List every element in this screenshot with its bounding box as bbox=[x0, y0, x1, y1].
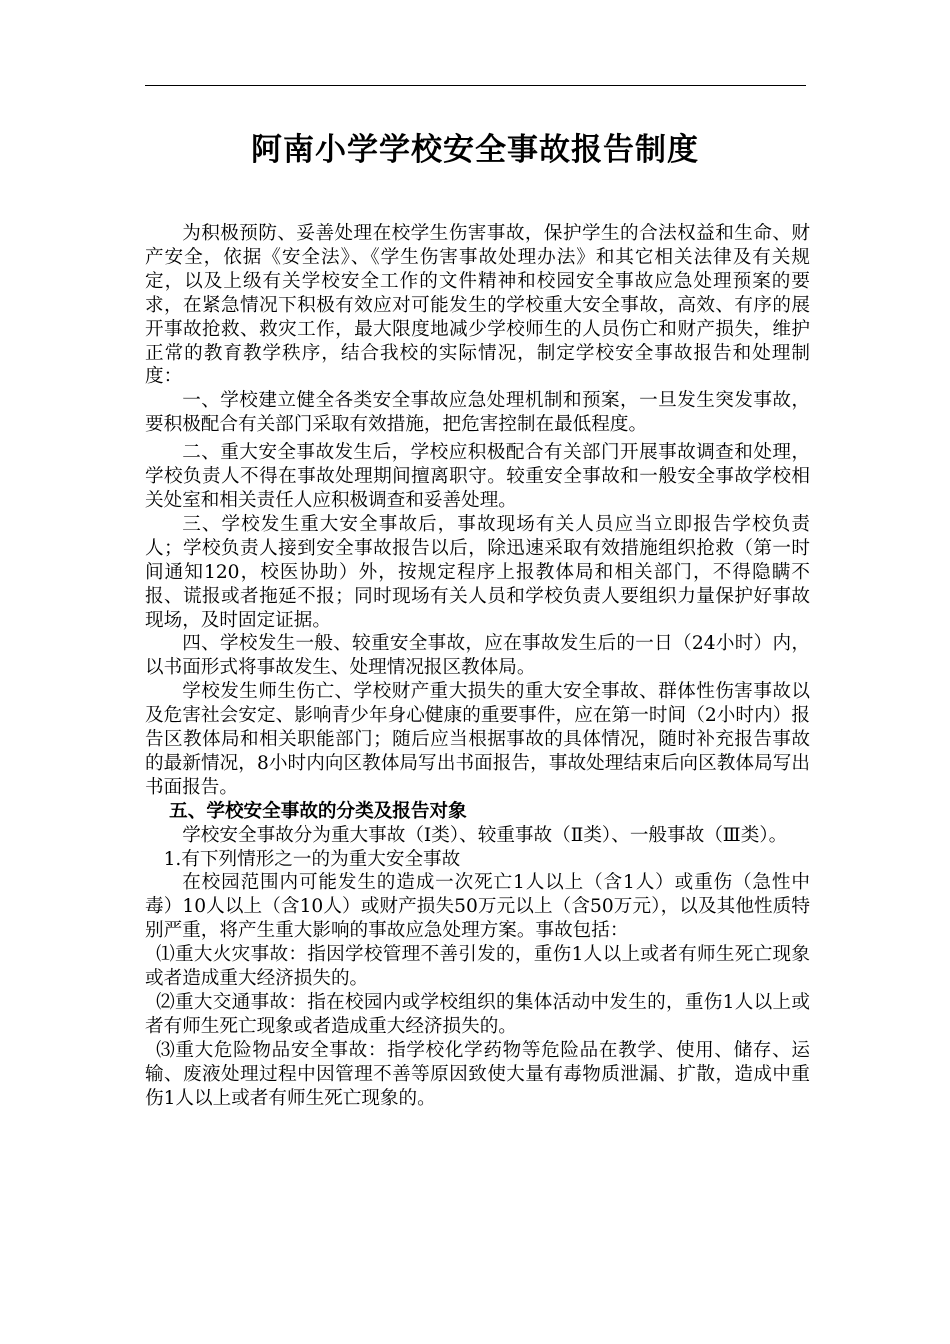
list-item-fire: ⑴重大火灾事故：指因学校管理不善引发的，重伤1人以上或者有师生死亡现象或者造成重大经济损失的。 bbox=[145, 944, 810, 990]
paragraph-item-2: 二、重大安全事故发生后，学校应积极配合有关部门开展事故调查和处理，学校负责人不得在事故处理期间擅离职守。较重安全事故和一般安全事故学校相关处室和相关责任人应积极调查和妥善处理。 bbox=[145, 442, 810, 511]
paragraph-item-4-detail: 学校发生师生伤亡、学校财产重大损失的重大安全事故、群体性伤害事故以及危害社会安定、影响青少年身心健康的重要事件，应在第一时间（2小时内）报告区教体局和相关职能部门；随后应当根据事故的具体情况，随时补充报告事故的最新情况，8小时内向区教体局写出书面报告，事故处理结束后向区教体局写出书面报告。 bbox=[145, 681, 810, 798]
list-item-traffic: ⑵重大交通事故：指在校园内或学校组织的集体活动中发生的，重伤1人以上或者有师生死亡现象或者造成重大经济损失的。 bbox=[145, 992, 810, 1037]
paragraph-item-1: 一、学校建立健全各类安全事故应急处理机制和预案，一旦发生突发事故，要积极配合有关部门采取有效措施，把危害控制在最低程度。 bbox=[145, 390, 810, 436]
paragraph-item-3: 三、学校发生重大安全事故后，事故现场有关人员应当立即报告学校负责人；学校负责人接到安全事故报告以后，除迅速采取有效措施组织抢救（第一时间通知120，校医协助）外，按规定程序上报教体局和相关部门，不得隐瞒不报、谎报或者拖延不报；同时现场有关人员和学校负责人要组织力量保护好事故现场，及时固定证据。 bbox=[145, 513, 810, 631]
subheading-major-accident: 1.有下列情形之一的为重大安全事故 bbox=[163, 848, 461, 870]
paragraph-intro: 为积极预防、妥善处理在校学生伤害事故，保护学生的合法权益和生命、财产安全，依据《安全法》、《学生伤害事故处理办法》和其它相关法律及有关规定，以及上级有关学校安全工作的文件精神和校园安全事故应急处理预案的要求，在紧急情况下积极有效应对可能发生的学校重大安全事故，高效、有序的展开事故抢救、救灾工作，最大限度地减少学校师生的人员伤亡和财产损失，维护正常的教育教学秩序，结合我校的实际情况，制定学校安全事故报告和处理制度： bbox=[145, 223, 810, 388]
paragraph-item-4: 四、学校发生一般、较重安全事故，应在事故发生后的一日（24小时）内，以书面形式将事故发生、处理情况报区教体局。 bbox=[145, 633, 810, 679]
document-title: 阿南小学学校安全事故报告制度 bbox=[251, 132, 699, 168]
paragraph-major-definition: 在校园范围内可能发生的造成一次死亡1人以上（含1人）或重伤（急性中毒）10人以上（含10人）或财产损失50万元以上（含50万元），以及其他性质特别严重，将产生重大影响的事故应急处理方案。事故包括： bbox=[145, 872, 810, 942]
section-heading-5: 五、学校安全事故的分类及报告对象 bbox=[169, 800, 467, 822]
list-item-hazardous: ⑶重大危险物品安全事故：指学校化学药物等危险品在教学、使用、储存、运输、废液处理过程中因管理不善等原因致使大量有毒物质泄漏、扩散，造成中重伤1人以上或者有师生死亡现象的。 bbox=[145, 1039, 810, 1109]
document-body bbox=[145, 222, 810, 1111]
paragraph-classification: 学校安全事故分为重大事故（Ⅰ类）、较重事故（Ⅱ类）、一般事故（Ⅲ类）。 bbox=[182, 824, 788, 846]
header-rule bbox=[145, 85, 806, 86]
